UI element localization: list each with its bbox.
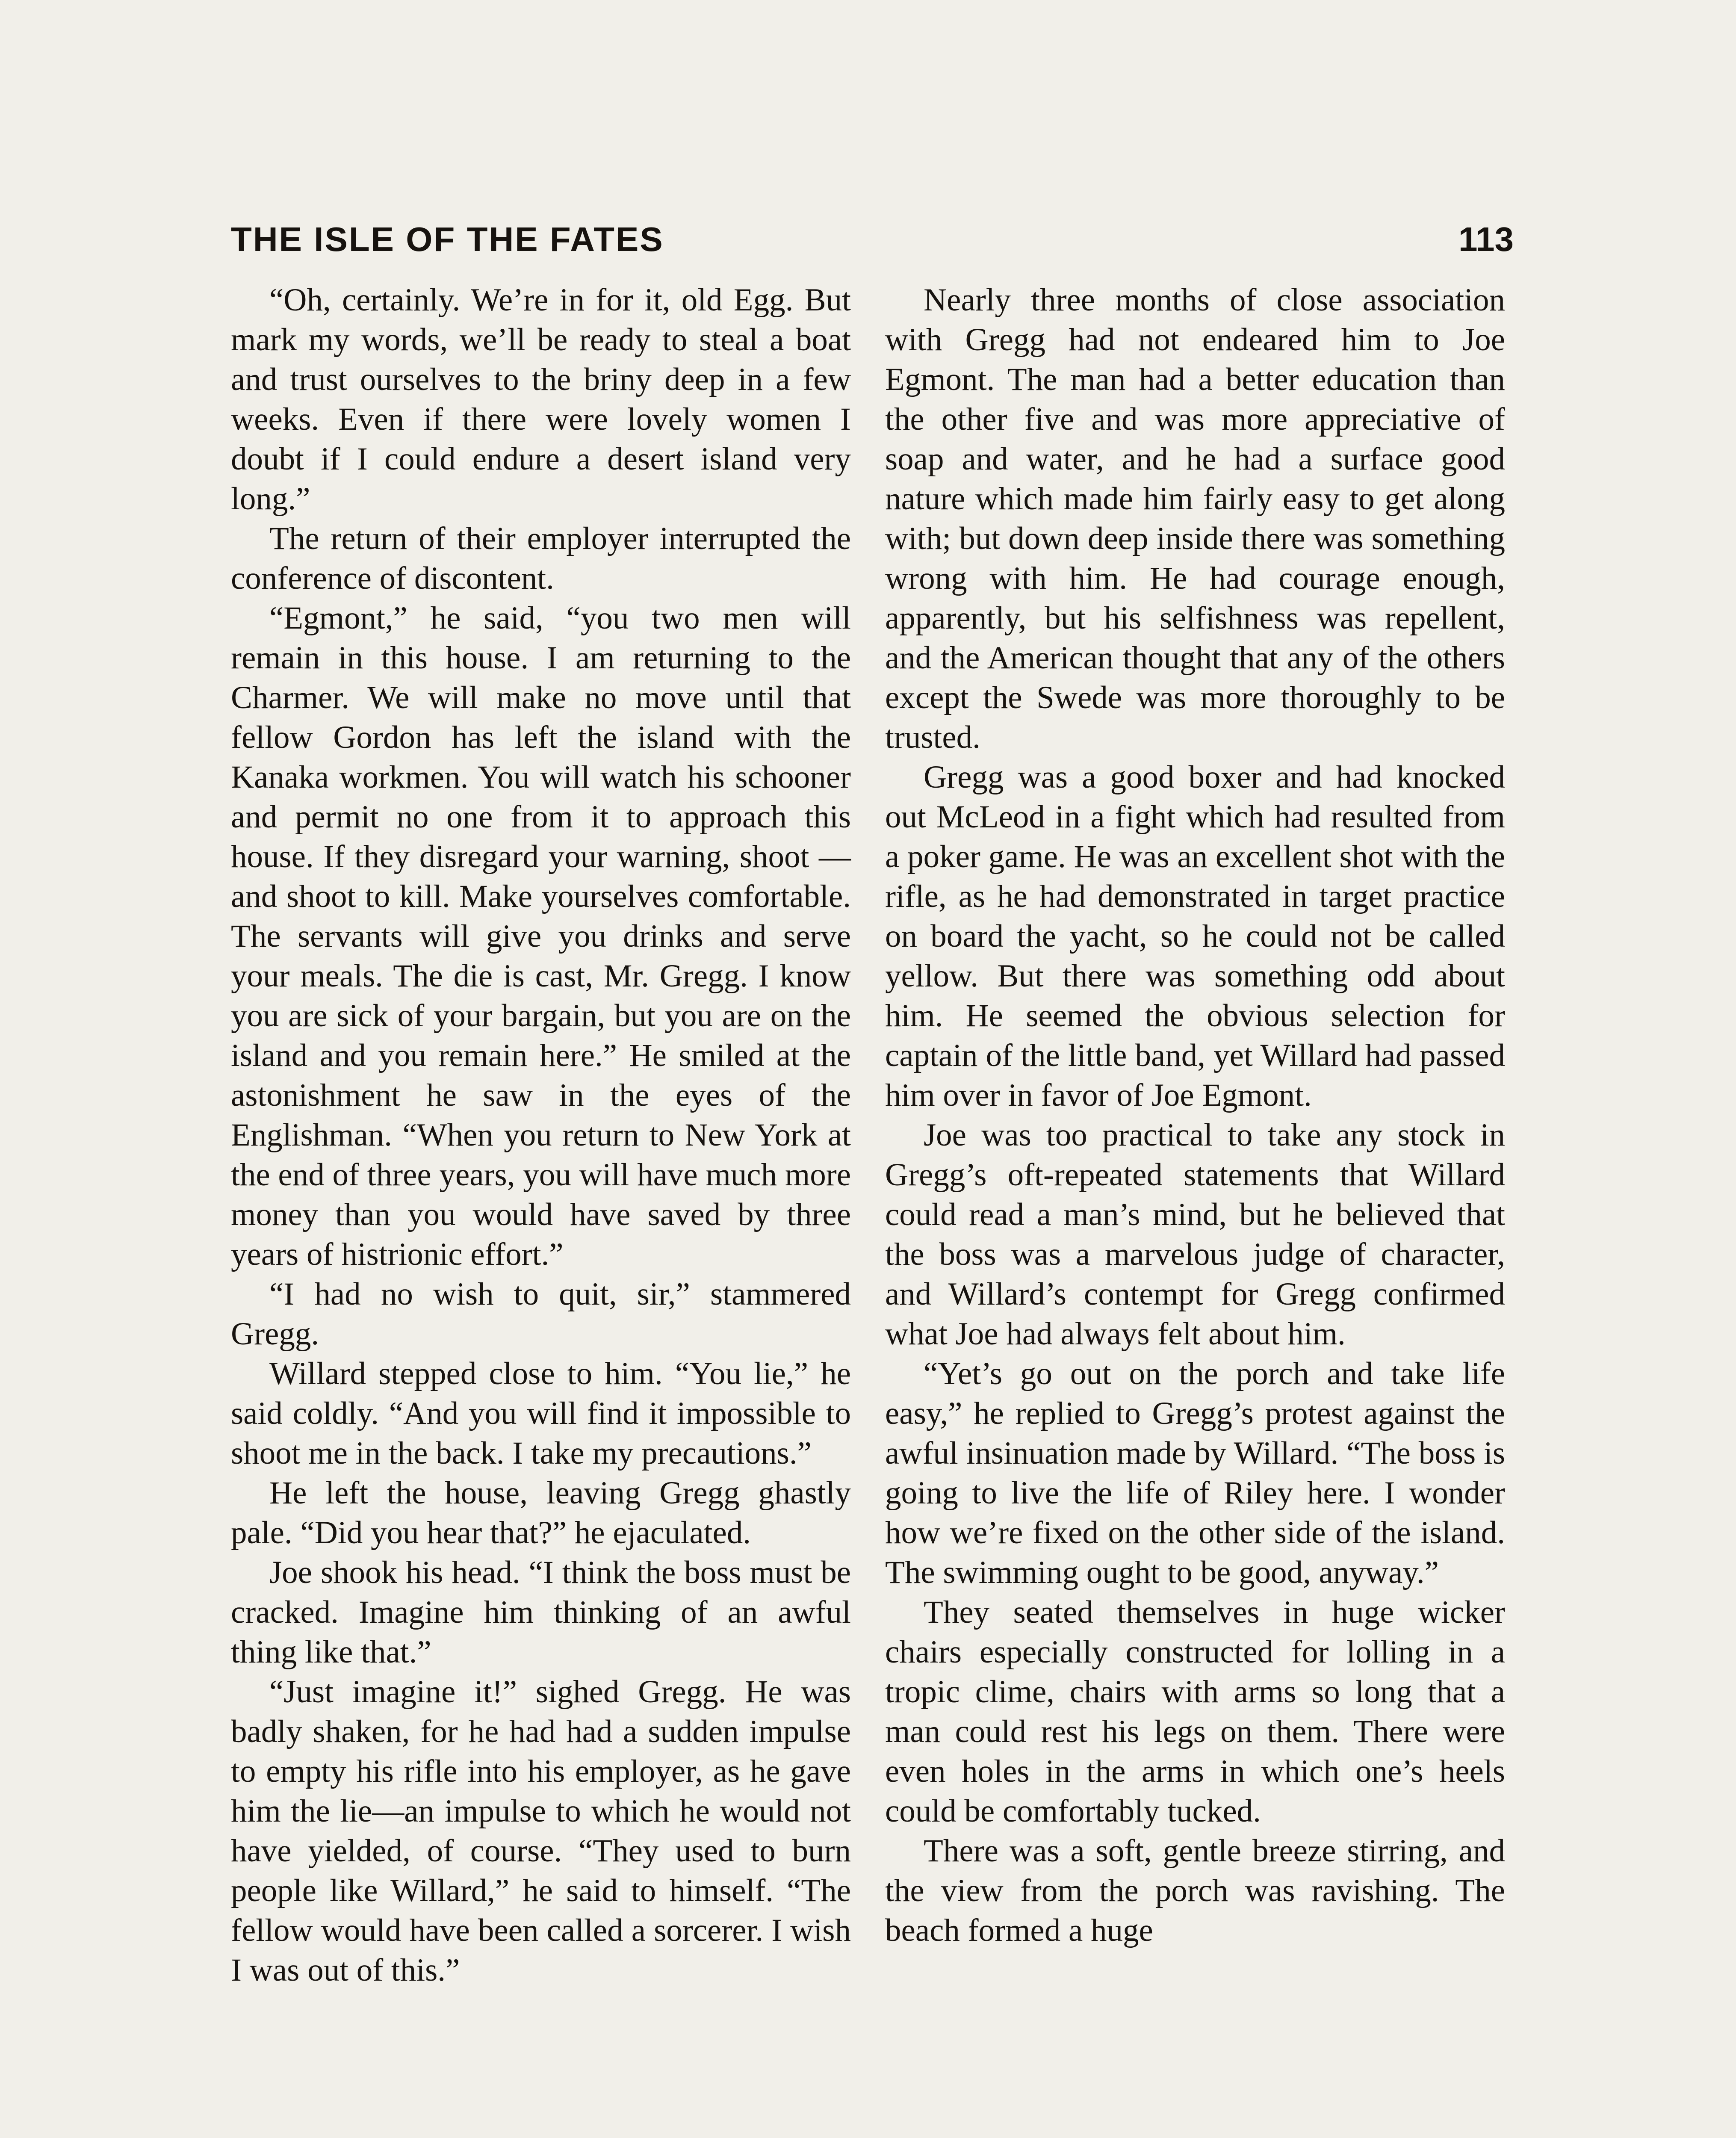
paragraph: Nearly three months of close association with Gregg had not endeared him to Joe Egmont. The man had a better education than the other five and was more appreciative of soap and water, and he had a surface good nature which made him fairly easy to get along with; but down deep inside there was something wrong with him. He had courage enough, apparently, but his selfishness was repellent, and the American thought that any of the others except the Swede was more thoroughly to be trusted. [885,282,1505,755]
paragraph: There was a soft, gentle breeze stirring, and the view from the porch was ravishing. The beach formed a huge [885,1833,1505,1948]
paragraph: “Oh, certainly. We’re in for it, old Egg. But mark my words, we’ll be ready to steal a boat and trust ourselves to the briny deep in a few weeks. Even if there were lovely women I doubt if I could endure a desert island very long.” [231,282,851,517]
paragraph: Willard stepped close to him. “You lie,” he said coldly. “And you will find it impossible to shoot me in the back. I take my precautions.” [231,1356,851,1471]
left-column [231,280,851,1990]
paragraph: Joe was too practical to take any stock in Gregg’s oft-repeated statements that Willard could read a man’s mind, but he believed that the boss was a marvelous judge of character, and Willard’s contempt for Gregg confirmed what Joe had always felt about him. [885,1117,1505,1352]
story-title: THE ISLE OF THE FATES [231,220,664,258]
paragraph: He left the house, leaving Gregg ghastly pale. “Did you hear that?” he ejaculated. [231,1475,851,1550]
paragraph: “Just imagine it!” sighed Gregg. He was badly shaken, for he had had a sudden impulse to empty his rifle into his employer, as he gave him the lie—an impulse to which he would not have yielded, of course. “They used to burn people like Willard,” he said to himself. “The fellow would have been called a sorcerer. I wish I was out of this.” [231,1674,851,1988]
paragraph: “Egmont,” he said, “you two men will remain in this house. I am returning to the Charmer. We will make no move until that fellow Gordon has left the island with the Kanaka workmen. You will watch his schooner and permit no one from it to approach this house. If they disregard your warning, shoot —and shoot to kill. Make yourselves comfortable. The servants will give you drinks and serve your meals. The die is cast, Mr. Gregg. I know you are sick of your bargain, but you are on the island and you remain here.” He smiled at the astonishment he saw in the eyes of the Englishman. “When you return to New York at the end of three years, you will have much more money than you would have saved by three years of histrionic effort.” [231,600,851,1272]
paragraph: Joe shook his head. “I think the boss must be cracked. Imagine him thinking of an awful thing like that.” [231,1555,851,1670]
right-column [885,280,1505,1950]
page-number: 113 [1458,220,1514,258]
paragraph: Gregg was a good boxer and had knocked out McLeod in a fight which had resulted from a poker game. He was an excellent shot with the rifle, as he had demonstrated in target practice on board the yacht, so he could not be called yellow. But there was something odd about him. He seemed the obvious selection for captain of the little band, yet Willard had passed him over in favor of Joe Egmont. [885,759,1505,1113]
paragraph: “I had no wish to quit, sir,” stammered Gregg. [231,1276,851,1352]
paragraph: “Yet’s go out on the porch and take life easy,” he replied to Gregg’s protest against the awful insinuation made by Willard. “The boss is going to live the life of Riley here. I wonder how we’re fixed on the other side of the island. The swimming ought to be good, anyway.” [885,1356,1505,1590]
running-head [231,214,1514,265]
paragraph: The return of their employer interrupted the conference of discontent. [231,521,851,596]
paragraph: They seated themselves in huge wicker chairs especially constructed for lolling in a tropic clime, chairs with arms so long that a man could rest his legs on them. There were even holes in the arms in which one’s heels could be comfortably tucked. [885,1595,1505,1829]
